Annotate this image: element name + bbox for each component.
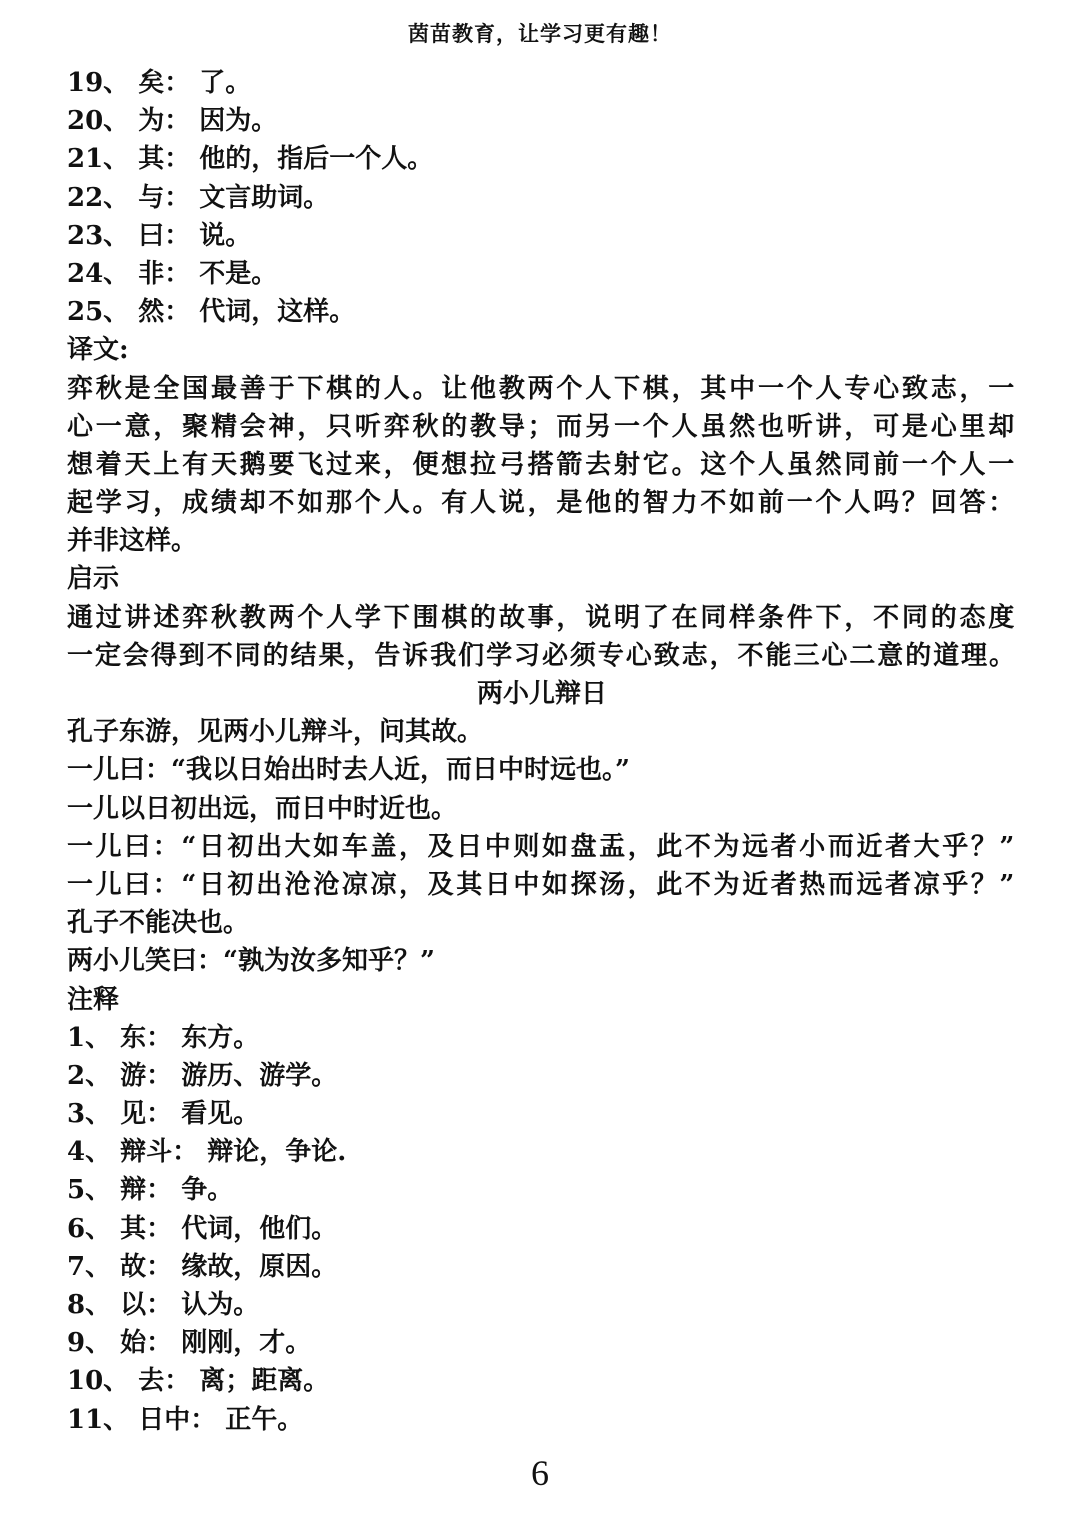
paragraph-line: 弈秋是全国最善于下棋的人。让他教两个人下棋，其中一个人专心致志，一	[67, 373, 1018, 404]
story-line: 一儿曰：“日初出沧沧凉凉，及其日中如探汤，此不为近者热而远者凉乎？”	[67, 869, 1017, 900]
note-item: 20、 为： 因为。	[67, 106, 278, 137]
paragraph-line: 并非这样。	[67, 526, 198, 557]
page-content	[67, 64, 1017, 1439]
notes-list-b	[67, 1019, 1017, 1439]
paragraph-line: 通过讲述弈秋教两个人学下围棋的故事，说明了在同样条件下，不同的态度	[67, 602, 1018, 633]
paragraph-line: 想着天上有天鹅要飞过来，便想拉弓搭箭去射它。这个人虽然同前一个人一	[67, 449, 1018, 480]
note-item: 23、 曰： 说。	[67, 220, 252, 251]
note-item: 22、 与： 文言助词。	[67, 182, 330, 213]
story-line: 一儿曰：“日初出大如车盖，及日中则如盘盂，此不为远者小而近者大乎？”	[67, 831, 1017, 862]
note-item: 1、 东： 东方。	[67, 1022, 260, 1053]
insight-paragraph	[67, 599, 1017, 675]
story-line: 一儿曰：“我以日始出时去人近，而日中时远也。”	[67, 755, 630, 786]
note-item: 4、 辩斗： 辩论，争论.	[67, 1137, 347, 1168]
page-number: 6	[531, 1453, 549, 1493]
note-item: 3、 见： 看见。	[67, 1099, 260, 1130]
story-line: 孔子不能决也。	[67, 908, 250, 939]
note-item: 11、 日中： 正午。	[67, 1404, 304, 1435]
paragraph-line: 心一意，聚精会神，只听弈秋的教导；而另一个人虽然也听讲，可是心里却	[67, 411, 1018, 442]
paragraph-line: 起学习，成绩却不如那个人。有人说，是他的智力不如前一个人吗？回答：	[67, 488, 1018, 519]
note-item: 19、 矣： 了。	[67, 68, 252, 98]
note-item: 6、 其： 代词，他们。	[67, 1213, 338, 1244]
note-item: 21、 其： 他的，指后一个人。	[67, 144, 434, 175]
note-item: 25、 然： 代词，这样。	[67, 297, 356, 328]
insight-heading: 启示	[67, 564, 120, 595]
note-item: 9、 始： 刚刚，才。	[67, 1328, 312, 1359]
note-item: 24、 非： 不是。	[67, 258, 278, 289]
story-line: 孔子东游，见两小儿辩斗，问其故。	[67, 717, 484, 748]
note-item: 2、 游： 游历、游学。	[67, 1060, 338, 1091]
note-item: 7、 故： 缘故，原因。	[67, 1251, 338, 1282]
translation-heading: 译文:	[67, 335, 129, 366]
note-item: 8、 以： 认为。	[67, 1290, 260, 1320]
story-title: 两小儿辩日	[476, 679, 607, 709]
story-text	[67, 713, 1017, 980]
notes-heading: 注释	[67, 984, 120, 1015]
paragraph-line: 一定会得到不同的结果，告诉我们学习必须专心致志，不能三心二意的道理。	[67, 640, 1017, 671]
note-item: 10、 去： 离；距离。	[67, 1366, 330, 1397]
page-header: 茵苗教育，让学习更有趣！	[408, 21, 672, 46]
story-line: 一儿以日初出远，而日中时近也。	[67, 793, 458, 824]
translation-paragraph	[67, 370, 1017, 561]
note-item: 5、 辩： 争。	[67, 1175, 234, 1206]
notes-list-a	[67, 64, 1017, 331]
story-line: 两小儿笑曰：“孰为汝多知乎？”	[67, 946, 435, 977]
